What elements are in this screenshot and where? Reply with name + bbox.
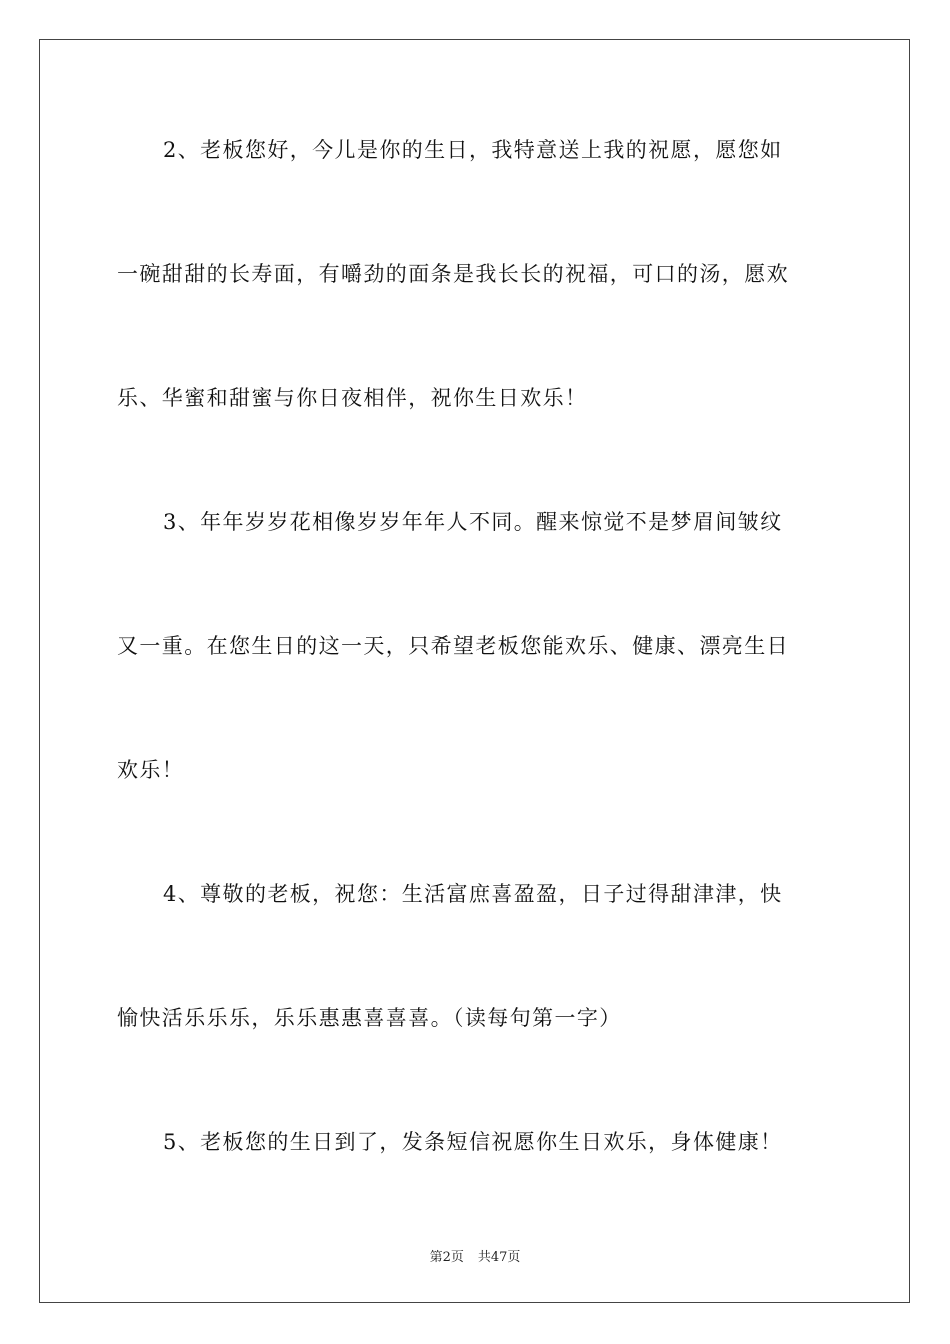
page-footer: [0, 1249, 950, 1267]
paragraph-3-line-1: 3、年年岁岁花相像岁岁年年人不同。醒来惊觉不是梦眉间皱纹: [163, 510, 783, 534]
paragraph-2-line-2: 一碗甜甜的长寿面，有嚼劲的面条是我长长的祝福，可口的汤，愿欢: [117, 262, 789, 286]
page-total: 共47页: [477, 1250, 521, 1265]
paragraph-2-line-3: 乐、华蜜和甜蜜与你日夜相伴，祝你生日欢乐！: [117, 386, 588, 410]
paragraph-5-line-1: 5、老板您的生日到了，发条短信祝愿你生日欢乐，身体健康！: [163, 1130, 783, 1154]
paragraph-4-line-2: 愉快活乐乐乐，乐乐惠惠喜喜喜。（读每句第一字）: [117, 1006, 622, 1030]
paragraph-4-line-1: 4、尊敬的老板，祝您：生活富庶喜盈盈，日子过得甜津津，快: [163, 882, 783, 906]
paragraph-3-line-2: 又一重。在您生日的这一天，只希望老板您能欢乐、健康、漂亮生日: [117, 634, 789, 658]
paragraph-2-line-1: 2、老板您好，今儿是你的生日，我特意送上我的祝愿，愿您如: [163, 138, 783, 162]
page-number: 第2页: [429, 1250, 464, 1265]
page-frame: [39, 39, 910, 1303]
paragraph-3-line-3: 欢乐！: [117, 758, 185, 782]
